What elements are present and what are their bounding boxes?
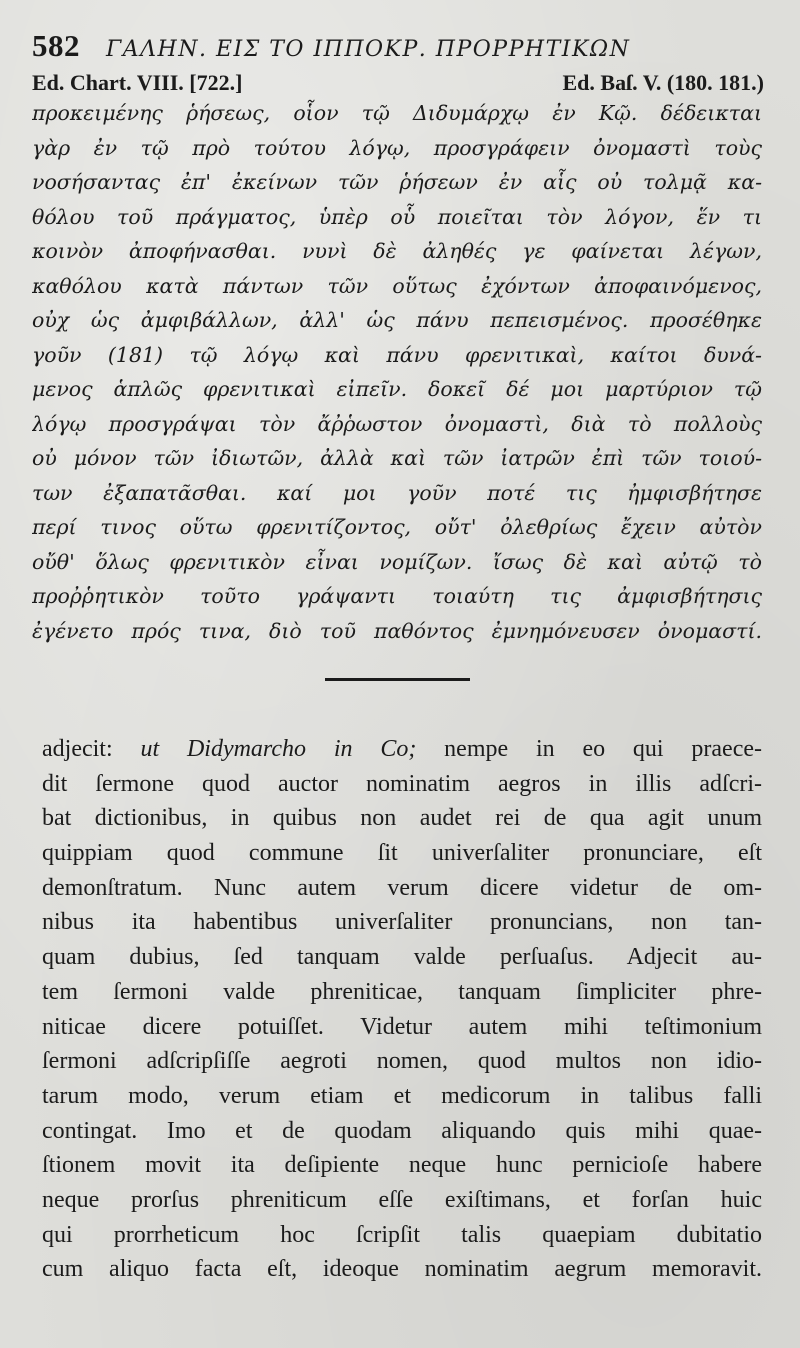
greek-text-line: προκειμένης ῥήσεως, οἷον τῷ Διδυμάρχῳ ἐν Κῷ. δέδεικται bbox=[32, 101, 762, 125]
latin-italic-quote: ut Didymarcho in Co; bbox=[140, 736, 417, 762]
greek-text-line: θόλου τοῦ πράγματος, ὑπὲρ οὗ ποιεῖται τὸν λόγον, ἕν τι bbox=[32, 204, 762, 229]
greek-text-block bbox=[32, 96, 762, 648]
latin-text-block bbox=[42, 732, 762, 1287]
running-title: ΓΑΛΗΝ. ΕΙΣ ΤΟ ΙΠΠΟΚΡ. ΠΡΟΡΡΗΤΙΚΩΝ bbox=[106, 37, 631, 62]
greek-text-line: καθόλου κατὰ πάντων τῶν οὕτως ἐχόντων ἀποφαινόμενος, bbox=[32, 273, 762, 298]
greek-text-line: κοινὸν ἀποφήνασθαι. νυνὶ δὲ ἀληθές γε φαίνεται λέγων, bbox=[32, 239, 762, 263]
greek-text-line: νοσήσαντας ἐπ' ἐκείνων τῶν ῥήσεων ἐν αἷς οὐ τολμᾷ κα- bbox=[32, 170, 762, 194]
greek-text-line: γὰρ ἐν τῷ πρὸ τούτου λόγῳ, προσγράφειν ὀνομαστὶ τοὺς bbox=[32, 135, 762, 160]
latin-text-line: ſtionem movit ita deſipiente neque hunc pernicioſe habere bbox=[42, 1152, 762, 1179]
latin-text-line: contingat. Imo et de quodam aliquando quis mihi quae- bbox=[42, 1117, 762, 1144]
latin-text-line: nibus ita habentibus univerſaliter pronuncians, non tan- bbox=[42, 909, 762, 936]
page-number: 582 bbox=[32, 28, 80, 63]
latin-text-line: demonſtratum. Nunc autem verum dicere videtur de om- bbox=[42, 874, 762, 901]
greek-text-line: μενος ἁπλῶς φρενιτικαὶ εἰπεῖν. δοκεῖ δέ μοι μαρτύριον τῷ bbox=[32, 377, 762, 401]
latin-text-line: quam dubius, ſed tanquam valde perſuaſus. Adjecit au- bbox=[42, 944, 762, 971]
greek-text-line: οὐ μόνον τῶν ἰδιωτῶν, ἀλλὰ καὶ τῶν ἰατρῶν ἐπὶ τῶν τοιού- bbox=[32, 446, 762, 470]
latin-text-line: neque prorſus phreniticum eſſe exiſtimans, et forſan huic bbox=[42, 1186, 762, 1213]
latin-lead-text: adjecit: bbox=[42, 736, 141, 762]
greek-text-line: περί τινος οὕτω φρενιτίζοντος, οὔτ' ὀλεθρίως ἔχειν αὐτὸν bbox=[32, 515, 762, 539]
latin-text-line: niticae dicere potuiſſet. Videtur autem mihi teſtimonium bbox=[42, 1013, 762, 1040]
latin-text-line: bat dictionibus, in quibus non audet rei de qua agit unum bbox=[42, 805, 762, 832]
latin-text-line: ſermoni adſcripſiſſe aegroti nomen, quod multos non idio- bbox=[42, 1048, 762, 1075]
latin-continuation-text: nempe in eo qui praece- bbox=[416, 736, 762, 762]
latin-text-line: quippiam quod commune ſit univerſaliter pronunciare, eſt bbox=[42, 840, 762, 867]
greek-text-line: οὔθ' ὅλως φρενιτικὸν εἶναι νομίζων. ἴσως δὲ καὶ αὐτῷ τὸ bbox=[32, 549, 762, 574]
edition-reference-right: Ed. Baſ. V. (180. 181.) bbox=[562, 70, 764, 95]
greek-text-line: προῤῥητικὸν τοῦτο γράψαντι τοιαύτη τις ἀμφισβήτησις bbox=[32, 584, 762, 608]
edition-reference-left: Ed. Chart. VIII. [722.] bbox=[32, 70, 243, 95]
greek-text-line: των ἐξαπατᾶσθαι. καί μοι γοῦν ποτέ τις ἠμφισβήτησε bbox=[32, 480, 762, 505]
latin-text-line: tem ſermoni valde phreniticae, tanquam ſimpliciter phre- bbox=[42, 978, 762, 1005]
greek-text-line: γοῦν (181) τῷ λόγῳ καὶ πάνυ φρενιτικαὶ, καίτοι δυνά- bbox=[32, 342, 762, 367]
latin-text-line: dit ſermone quod auctor nominatim aegros in illis adſcri- bbox=[42, 770, 762, 797]
edition-reference-line bbox=[32, 70, 764, 96]
latin-text-line: cum aliquo facta eſt, ideoque nominatim aegrum memoravit. bbox=[42, 1256, 762, 1283]
section-divider bbox=[325, 678, 470, 681]
page-header bbox=[32, 28, 760, 68]
greek-text-line: λόγῳ προσγράψαι τὸν ἄῤῥωστον ὀνομαστὶ, διὰ τὸ πολλοὺς bbox=[32, 411, 762, 436]
latin-text-line: qui prorrheticum hoc ſcripſit talis quaepiam dubitatio bbox=[42, 1221, 762, 1248]
greek-text-line: ἐγένετο πρός τινα, διὸ τοῦ παθόντος ἐμνημόνευσεν ὀνομαστί. bbox=[32, 618, 762, 643]
greek-text-line: οὐχ ὡς ἀμφιβάλλων, ἀλλ' ὡς πάνυ πεπεισμένος. προσέθηκε bbox=[32, 308, 762, 332]
latin-text-line: tarum modo, verum etiam et medicorum in talibus falli bbox=[42, 1082, 762, 1109]
latin-text-line bbox=[42, 732, 762, 767]
